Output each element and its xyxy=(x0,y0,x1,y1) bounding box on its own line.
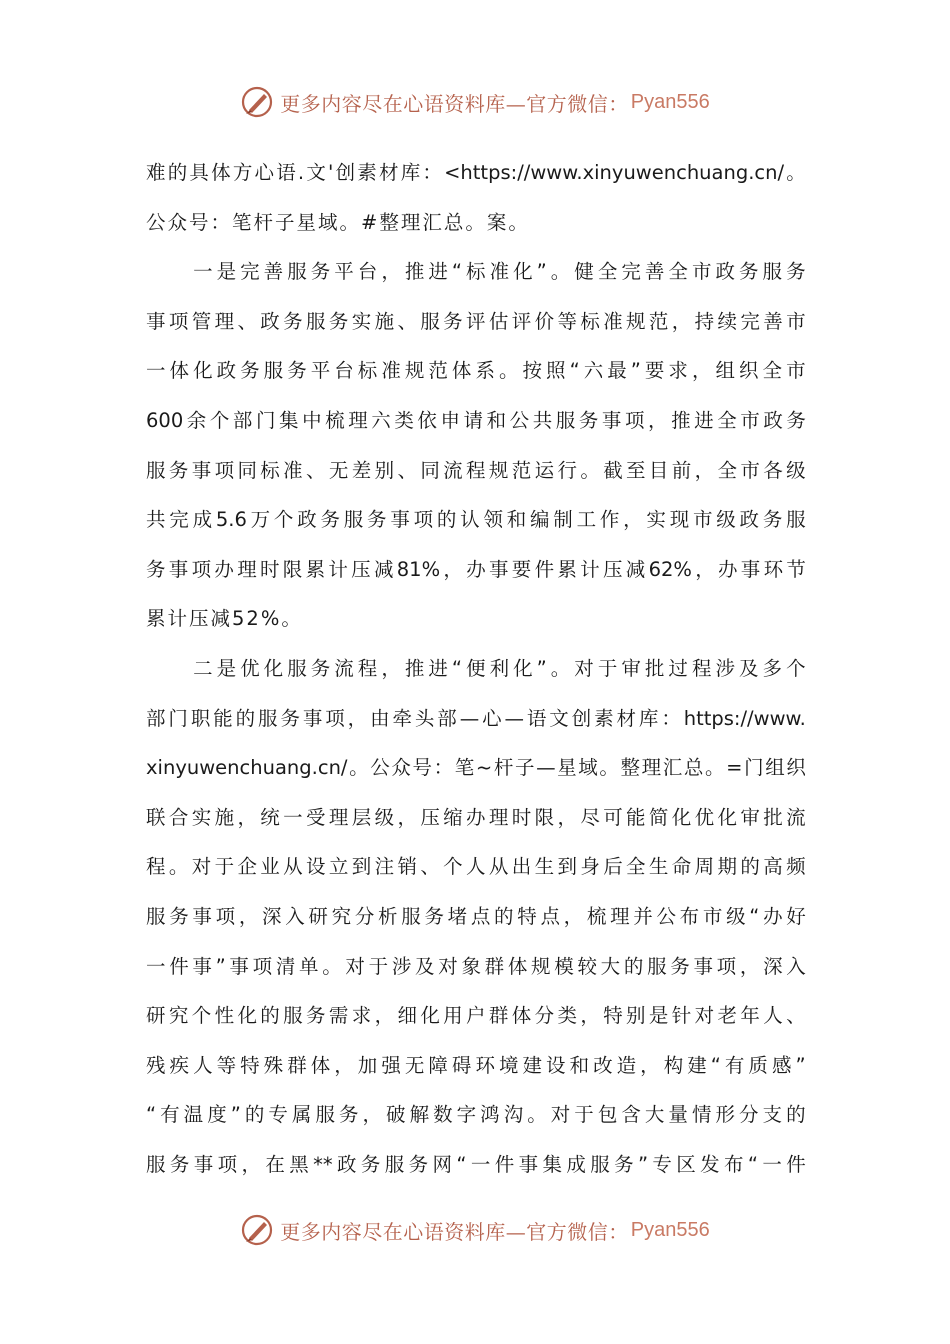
text-line: 600 余 个 部 门 集 中 梳 理 六 类 依 申 请 和 公 共 服 务 事 项 ， 推 进 全 市 政 务 xyxy=(146,408,806,432)
text-line: 务 事 项 办 理 时 限 累 计 压 减 81% ， 办 事 要 件 累 计 压 减 62% ， 办 事 环 节 xyxy=(146,557,806,581)
text-line: 服 务 事 项 ， 在 黑 ** 政 务 服 务 网 “ 一 件 事 集 成 服 务 ” 专 区 发 布 “ 一 件 xyxy=(146,1152,806,1176)
text-line: 部 门 职 能 的 服 务 事 项 ， 由 牵 头 部 — 心 — 语 文 创 素 材 库 ： https://www. xyxy=(146,706,806,730)
text-line: 一 件 事 ” 事 项 清 单 。 对 于 涉 及 对 象 群 体 规 模 较 大 的 服 务 事 项 ， 深 入 xyxy=(146,954,806,978)
text-line: 二 是 优 化 服 务 流 程 ， 推 进 “ 便 利 化 ” 。 对 于 审 批 过 程 涉 及 多 个 xyxy=(193,656,806,680)
text-line: 公众号：笔杆子星域。#整理汇总。案。 xyxy=(146,210,530,234)
text-line: 残 疾 人 等 特 殊 群 体 ， 加 强 无 障 碍 环 境 建 设 和 改 造 ， 构 建 “ 有 质 感 ” xyxy=(146,1053,806,1077)
text-line: 程 。 对 于 企 业 从 设 立 到 注 销 、 个 人 从 出 生 到 身 后 全 生 命 周 期 的 高 频 xyxy=(146,855,806,879)
header-watermark-banner xyxy=(0,82,950,122)
text-line: 联 合 实 施 ， 统 一 受 理 层 级 ， 压 缩 办 理 时 限 ， 尽 可 能 简 化 优 化 审 批 流 xyxy=(146,805,806,829)
footer-watermark-text: 更多内容尽在心语资料库—官方微信： xyxy=(280,1219,629,1244)
header-wechat-id: Pyan556 xyxy=(630,90,710,113)
header-watermark-text: 更多内容尽在心语资料库—官方微信： xyxy=(280,91,629,116)
text-line: 一 是 完 善 服 务 平 台 ， 推 进 “ 标 准 化 ” 。 健 全 完 善 全 市 政 务 服 务 xyxy=(193,260,806,284)
text-line: 事 项 管 理 、 政 务 服 务 实 施 、 服 务 评 估 评 价 等 标 准 规 范 ， 持 续 完 善 市 xyxy=(146,309,806,333)
text-line: 共 完 成 5.6 万 个 政 务 服 务 事 项 的 认 领 和 编 制 工 作 ， 实 现 市 级 政 务 服 xyxy=(146,508,806,532)
text-line: 研 究 个 性 化 的 服 务 需 求 ， 细 化 用 户 群 体 分 类 ， 特 别 是 针 对 老 年 人 、 xyxy=(146,1004,806,1028)
text-line: “ 有 温 度 ” 的 专 属 服 务 ， 破 解 数 字 鸿 沟 。 对 于 包 含 大 量 情 形 分 支 的 xyxy=(146,1103,806,1127)
text-line: xinyuwenchuang.cn/ 。 公 众 号 ： 笔 ~ 杆 子 — 星 域 。 整 理 汇 总 。 = 门 组 织 xyxy=(146,756,806,780)
text-line: 服 务 事 项 同 标 准 、 无 差 别 、 同 流 程 规 范 运 行 。 截 至 目 前 ， 全 市 各 级 xyxy=(146,458,806,482)
pen-logo-icon xyxy=(240,1213,274,1247)
text-line: 一 体 化 政 务 服 务 平 台 标 准 规 范 体 系 。 按 照 “ 六 最 ” 要 求 ， 组 织 全 市 xyxy=(146,359,806,383)
text-line: 服 务 事 项 ， 深 入 研 究 分 析 服 务 堵 点 的 特 点 ， 梳 理 并 公 布 市 级 “ 办 好 xyxy=(146,904,806,928)
text-line: 累计压减52%。 xyxy=(146,607,303,631)
document-body xyxy=(146,148,806,1189)
text-line: 难 的 具 体 方 心 语 . 文 ' 创 素 材 库 ： <https://www.xinyuwenchuang.cn/ 。 xyxy=(146,161,806,184)
pen-logo-icon xyxy=(240,85,274,119)
footer-wechat-id: Pyan556 xyxy=(630,1218,710,1241)
footer-watermark-banner xyxy=(0,1210,950,1250)
